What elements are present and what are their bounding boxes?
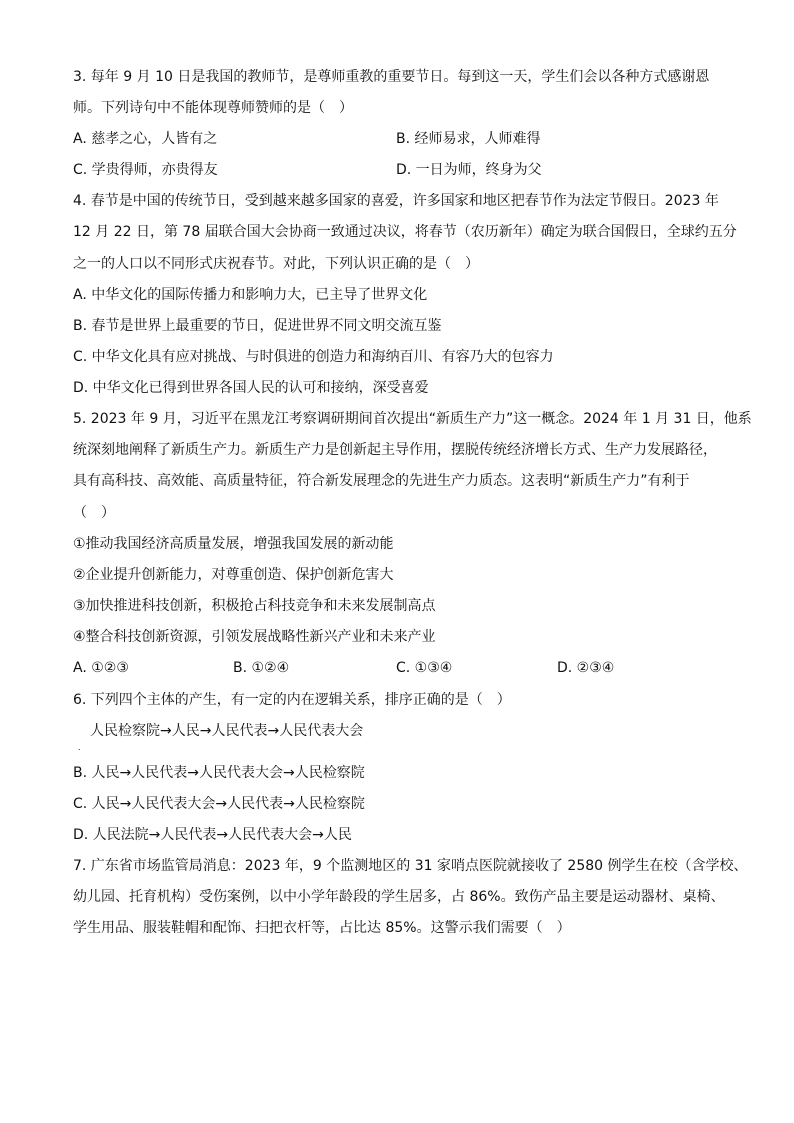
q4-option-b[interactable]: B. 春节是世界上最重要的节日，促进世界不同文明交流互鉴 — [73, 318, 442, 334]
q5-stem-line1: 5. 2023 年 9 月，习近平在黑龙江考察调研期间首次提出“新质生产力”这一概念。2024 年 1 月 31 日，他系 — [73, 411, 752, 427]
q4-stem-line1: 4. 春节是中国的传统节日，受到越来越多国家的喜爱，许多国家和地区把春节作为法定节假日。2023 年 — [73, 193, 719, 209]
q4-stem-line3: 之一的人口以不同形式庆祝春节。对此，下列认识正确的是（ ） — [73, 256, 479, 272]
q3-stem-line2: 师。下列诗句中不能体现尊师赞师的是（ ） — [73, 100, 353, 116]
q4-option-c[interactable]: C. 中华文化具有应对挑战、与时俱进的创造力和海纳百川、有容乃大的包容力 — [73, 349, 554, 365]
q5-item-4: ④整合科技创新资源，引领发展战略性新兴产业和未来产业 — [73, 629, 436, 645]
q3-option-d[interactable]: D. 一日为师，终身为父 — [396, 162, 542, 178]
q5-item-2: ②企业提升创新能力，对尊重创造、保护创新危害大 — [73, 567, 394, 583]
q5-stem-line3: 具有高科技、高效能、高质量特征，符合新发展理念的先进生产力质态。这表明“新质生产力”有利于 — [73, 473, 690, 489]
q3-stem-line1: 3. 每年 9 月 10 日是我国的教师节，是尊师重教的重要节日。每到这一天，学生们会以各种方式感谢恩 — [73, 69, 710, 85]
q3-option-b[interactable]: B. 经师易求，人师难得 — [396, 131, 541, 147]
q4-stem-line2: 12 月 22 日，第 78 届联合国大会协商一致通过决议，将春节（农历新年）确定为联合国假日，全球约五分 — [73, 224, 737, 240]
q6-option-a[interactable]: 人民检察院→人民→人民代表→人民代表大会 — [90, 723, 364, 739]
q4-option-d[interactable]: D. 中华文化已得到世界各国人民的认可和接纳，深受喜爱 — [73, 380, 429, 396]
q6-option-a-dot: . — [78, 743, 81, 752]
q5-stem-line2: 统深刻地阐释了新质生产力。新质生产力是创新起主导作用，摆脱传统经济增长方式、生产力发展路径， — [73, 442, 717, 458]
q6-option-c[interactable]: C. 人民→人民代表大会→人民代表→人民检察院 — [73, 796, 365, 812]
q7-stem-line1: 7. 广东省市场监管局消息：2023 年，9 个监测地区的 31 家哨点医院就接收了 2580 例学生在校（含学校、 — [73, 858, 748, 874]
q5-option-c[interactable]: C. ①③④ — [396, 660, 453, 676]
q5-option-d[interactable]: D. ②③④ — [557, 660, 615, 676]
q5-option-a[interactable]: A. ①②③ — [73, 660, 129, 676]
q7-stem-line3: 学生用品、服装鞋帽和配饰、扫把衣杆等，占比达 85%。这警示我们需要（ ） — [73, 920, 571, 936]
q5-item-3: ③加快推进科技创新，积极抢占科技竞争和未来发展制高点 — [73, 598, 436, 614]
q5-item-1: ①推动我国经济高质量发展，增强我国发展的新动能 — [73, 536, 394, 552]
q5-option-b[interactable]: B. ①②④ — [233, 660, 290, 676]
q6-option-b[interactable]: B. 人民→人民代表→人民代表大会→人民检察院 — [73, 765, 365, 781]
q3-option-a[interactable]: A. 慈孝之心，人皆有之 — [73, 131, 218, 147]
q6-option-d[interactable]: D. 人民法院→人民代表→人民代表大会→人民 — [73, 827, 352, 843]
q3-option-c[interactable]: C. 学贵得师，亦贵得友 — [73, 162, 218, 178]
q7-stem-line2: 幼儿园、托育机构）受伤案例，以中小学年龄段的学生居多，占 86%。致伤产品主要是运动器材、桌椅、 — [73, 889, 725, 905]
q4-option-a[interactable]: A. 中华文化的国际传播力和影响力大，已主导了世界文化 — [73, 287, 428, 303]
q6-stem-line1: 6. 下列四个主体的产生，有一定的内在逻辑关系，排序正确的是（ ） — [73, 692, 511, 708]
q5-stem-line4: （ ） — [73, 505, 115, 521]
